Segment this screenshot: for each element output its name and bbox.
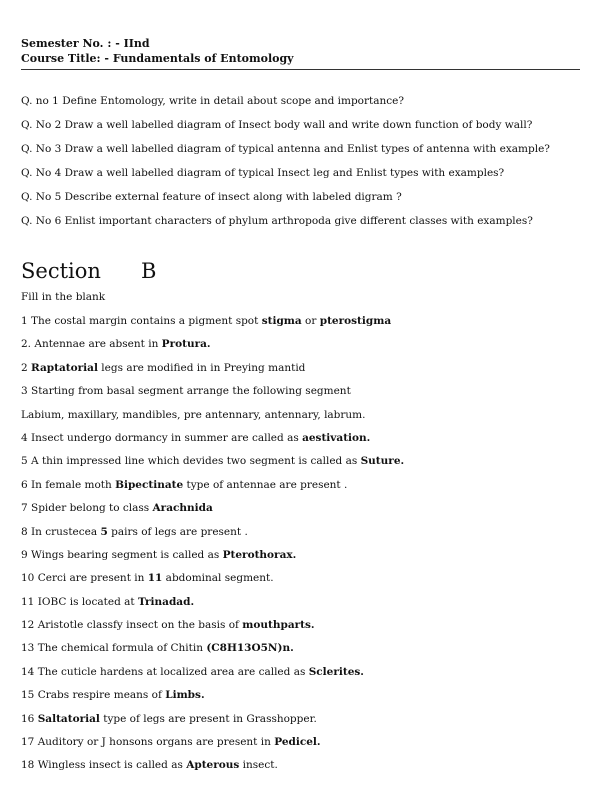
item-text: 14 The cuticle hardens at localized area are called as xyxy=(21,665,309,678)
item-text: abdominal segment. xyxy=(162,572,274,585)
answer-text: 11 xyxy=(147,572,163,585)
fill-item-14 xyxy=(21,619,581,632)
fill-in-blank-list xyxy=(21,315,581,772)
fill-item-19 xyxy=(21,736,581,749)
question-5: Q. No 5 Describe external feature of insect along with labeled digram ? xyxy=(21,191,402,203)
fill-item-2 xyxy=(21,338,581,351)
fill-item-11 xyxy=(21,549,581,562)
answer-text: Arachnida xyxy=(152,502,213,515)
item-text: 4 Insect undergo dormancy in summer are called as xyxy=(21,431,303,444)
question-6: Q. No 6 Enlist important characters of phylum arthropoda give different classes with examples? xyxy=(21,215,533,227)
fill-item-20 xyxy=(21,759,581,772)
fill-item-6 xyxy=(21,432,581,445)
question-list xyxy=(21,95,581,228)
item-text: 2. Antennae are absent in xyxy=(21,338,162,351)
item-text: 3 Starting from basal segment arrange the following segment xyxy=(21,385,351,398)
item-text: 13 The chemical formula of Chitin xyxy=(21,642,207,655)
item-text: 5 A thin impressed line which devides two segment is called as xyxy=(21,455,361,468)
question-1: Q. no 1 Define Entomology, write in detail about scope and importance? xyxy=(21,95,404,107)
fill-item-12 xyxy=(21,572,581,585)
item-text: insect. xyxy=(239,759,278,772)
fill-item-3 xyxy=(21,362,581,375)
item-text: type of legs are present in Grasshopper. xyxy=(99,712,317,725)
answer-text: (C8H13O5N)n. xyxy=(206,642,294,655)
item-text: or xyxy=(301,315,320,327)
fill-item-1 xyxy=(21,315,581,328)
answer-text: pterostigma xyxy=(319,315,392,327)
fill-in-blank-heading: Fill in the blank xyxy=(21,291,106,303)
item-text: 1 The costal margin contains a pigment spot xyxy=(21,315,262,327)
answer-text: Protura. xyxy=(161,338,211,351)
answer-text: aestivation. xyxy=(302,431,371,444)
answer-text: Limbs. xyxy=(165,689,205,702)
fill-item-13 xyxy=(21,596,581,609)
fill-item-10 xyxy=(21,526,581,539)
header-divider xyxy=(21,69,580,70)
fill-item-5 xyxy=(21,409,581,422)
course-title: Course Title: - Fundamentals of Entomology xyxy=(21,52,294,65)
item-text: 9 Wings bearing segment is called as xyxy=(21,548,223,561)
section-b-title: Section B xyxy=(21,259,157,283)
fill-item-7 xyxy=(21,455,581,468)
answer-text: Suture. xyxy=(360,455,405,468)
item-text: 18 Wingless insect is called as xyxy=(21,759,187,772)
fill-item-8 xyxy=(21,479,581,492)
semester-line: Semester No. : - IInd xyxy=(21,37,150,50)
item-text: 2 xyxy=(21,361,32,374)
fill-item-18 xyxy=(21,713,581,726)
fill-item-4 xyxy=(21,385,581,398)
item-text: 16 xyxy=(21,712,38,725)
item-text: 17 Auditory or J honsons organs are present in xyxy=(21,736,275,749)
question-3: Q. No 3 Draw a well labelled diagram of typical antenna and Enlist types of antenna with example? xyxy=(21,143,550,155)
item-text: pairs of legs are present . xyxy=(107,525,248,538)
answer-text: Bipectinate xyxy=(115,478,184,491)
answer-text: Saltatorial xyxy=(37,712,100,725)
item-text: 10 Cerci are present in xyxy=(21,572,148,585)
answer-text: Trinadad. xyxy=(137,595,195,608)
item-text: 12 Aristotle classfy insect on the basis of xyxy=(21,619,243,632)
item-text: Labium, maxillary, mandibles, pre antennary, antennary, labrum. xyxy=(21,408,366,421)
item-text: legs are modified in in Preying mantid xyxy=(97,361,306,374)
answer-text: Pterothorax. xyxy=(222,548,297,561)
item-text: type of antennae are present . xyxy=(183,478,348,491)
answer-text: Apterous xyxy=(186,759,240,772)
item-text: 11 IOBC is located at xyxy=(21,595,138,608)
fill-item-9 xyxy=(21,502,581,515)
answer-text: Sclerites. xyxy=(308,665,364,678)
answer-text: Pedicel. xyxy=(274,736,321,749)
answer-text: Raptatorial xyxy=(31,361,98,374)
fill-item-17 xyxy=(21,689,581,702)
item-text: 15 Crabs respire means of xyxy=(21,689,166,702)
question-4: Q. No 4 Draw a well labelled diagram of typical Insect leg and Enlist types with examples? xyxy=(21,167,505,179)
answer-text: stigma xyxy=(261,315,302,327)
answer-text: mouthparts. xyxy=(242,619,315,632)
item-text: 7 Spider belong to class xyxy=(21,502,153,515)
item-text: 8 In crustecea xyxy=(21,525,101,538)
question-2: Q. No 2 Draw a well labelled diagram of Insect body wall and write down function of body wall? xyxy=(21,119,533,131)
document-page xyxy=(21,36,581,783)
fill-item-16 xyxy=(21,666,581,679)
fill-item-15 xyxy=(21,642,581,655)
answer-text: 5 xyxy=(100,525,108,538)
item-text: 6 In female moth xyxy=(21,478,116,491)
